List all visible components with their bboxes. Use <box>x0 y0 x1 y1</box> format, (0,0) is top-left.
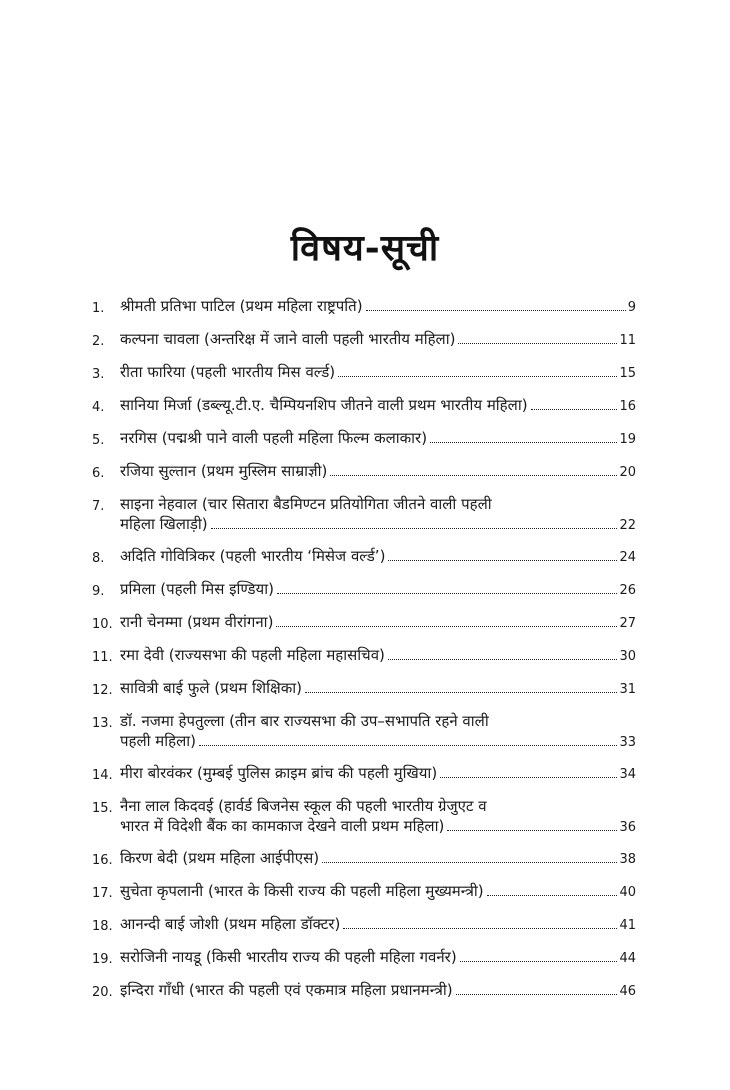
toc-entry-line <box>120 395 636 417</box>
toc-entry-number: 3. <box>92 367 105 382</box>
toc-entry-page-number: 22 <box>619 518 636 533</box>
toc-entry-line <box>120 546 636 568</box>
toc-entry-body <box>120 796 636 838</box>
dot-leader <box>388 559 617 561</box>
toc-entry-body <box>120 546 636 568</box>
toc-entry-line <box>120 296 636 318</box>
toc-entry-title-line: श्रीमती प्रतिभा पाटिल (प्रथम महिला राष्ट्रपति) <box>120 297 363 315</box>
toc-entry-number: 20. <box>92 985 113 1000</box>
toc-entry-title-line: नरगिस (पद्मश्री पाने वाली पहली महिला फिल्म कलाकार) <box>120 429 428 447</box>
toc-entry-title-line: साइना नेहवाल (चार सितारा बैडमिण्टन प्रतियोगिता जीतने वाली पहली <box>120 495 492 513</box>
page-title: विषय-सूची <box>290 227 440 269</box>
toc-entry-page-number: 11 <box>619 333 636 348</box>
toc-entry-page-number: 41 <box>619 918 636 933</box>
toc-entry <box>92 546 636 569</box>
toc-entry-body <box>120 329 636 351</box>
toc-entry-number: 11. <box>92 650 113 665</box>
dot-leader <box>430 441 617 443</box>
toc-entry-title-line: पहली महिला) <box>120 732 197 750</box>
dot-leader <box>487 894 618 896</box>
dot-leader <box>276 625 617 627</box>
toc-entry <box>92 461 636 484</box>
dot-leader <box>531 408 618 410</box>
toc-entry-number: 13. <box>92 716 113 731</box>
toc-entry-number: 5. <box>92 433 105 448</box>
toc-entry-line <box>120 947 636 969</box>
toc-entry-number: 14. <box>92 768 113 783</box>
toc-entry-body <box>120 296 636 318</box>
toc-entry-title-line: कल्पना चावला (अन्तरिक्ष में जाने वाली पहली भारतीय महिला) <box>120 330 456 348</box>
toc-entry-page-number: 9 <box>627 300 636 315</box>
toc-entry <box>92 612 636 635</box>
toc-entry-body <box>120 612 636 634</box>
toc-entry-number: 7. <box>92 499 105 514</box>
toc-entry-line <box>120 612 636 634</box>
dot-leader <box>211 527 618 529</box>
toc-entry <box>92 579 636 602</box>
toc-entry-number: 9. <box>92 584 105 599</box>
toc-entry-title-line: भारत में विदेशी बैंक का कामकाज देखने वाली प्रथम महिला) <box>120 817 445 835</box>
toc-entry-line <box>120 461 636 483</box>
toc-entry <box>92 914 636 937</box>
toc-entry-line <box>120 678 636 700</box>
toc-entry-body <box>120 461 636 483</box>
toc-entry <box>92 494 636 536</box>
toc-entry <box>92 763 636 786</box>
toc-entry-title-line: रमा देवी (राज्यसभा की पहली महिला महासचिव) <box>120 646 385 664</box>
toc-entry-title-line: सरोजिनी नायडू (किसी भारतीय राज्य की पहली महिला गवर्नर) <box>120 948 457 966</box>
toc-entry-page-number: 24 <box>619 550 636 565</box>
toc-entry-page-number: 16 <box>619 399 636 414</box>
toc-entry <box>92 980 636 1003</box>
toc-entry <box>92 947 636 970</box>
table-of-contents <box>92 296 636 1013</box>
toc-entry-number: 15. <box>92 801 113 816</box>
dot-leader <box>440 776 617 778</box>
toc-entry-page-number: 34 <box>619 767 636 782</box>
toc-entry-line <box>120 362 636 384</box>
toc-entry-body <box>120 881 636 903</box>
toc-entry-page-number: 33 <box>619 735 636 750</box>
toc-entry-page-number: 26 <box>619 583 636 598</box>
toc-entry <box>92 428 636 451</box>
toc-entry-number: 18. <box>92 919 113 934</box>
toc-entry-body <box>120 848 636 870</box>
dot-leader <box>330 474 617 476</box>
toc-entry <box>92 645 636 668</box>
toc-entry-title-line: महिला खिलाड़ी) <box>120 515 208 533</box>
toc-entry-title-line: रीता फारिया (पहली भारतीय मिस वर्ल्ड) <box>120 363 336 381</box>
toc-entry-number: 6. <box>92 466 105 481</box>
toc-entry-page-number: 27 <box>619 616 636 631</box>
toc-entry-line <box>120 980 636 1002</box>
toc-entry-page-number: 40 <box>619 885 636 900</box>
toc-entry-page-number: 46 <box>619 984 636 999</box>
toc-entry-line <box>120 914 636 936</box>
toc-entry-title-line: अदिति गोवित्रिकर (पहली भारतीय ‘मिसेज वर्ल्ड’) <box>120 547 386 565</box>
toc-entry-title-line: नैना लाल किदवई (हार्वर्ड बिजनेस स्कूल की पहली भारतीय ग्रेजुएट व <box>120 797 487 815</box>
toc-entry-page-number: 19 <box>619 432 636 447</box>
toc-entry-number: 17. <box>92 886 113 901</box>
toc-entry <box>92 395 636 418</box>
toc-entry-number: 16. <box>92 853 113 868</box>
toc-entry-page-number: 31 <box>619 682 636 697</box>
toc-entry <box>92 296 636 319</box>
toc-entry-body <box>120 980 636 1002</box>
toc-entry-body <box>120 763 636 785</box>
toc-entry-page-number: 38 <box>619 852 636 867</box>
toc-entry-line <box>120 428 636 450</box>
toc-entry <box>92 796 636 838</box>
dot-leader <box>338 375 617 377</box>
toc-entry-line <box>120 881 636 903</box>
toc-entry-body <box>120 395 636 417</box>
toc-entry-line <box>120 514 636 536</box>
dot-leader <box>343 927 617 929</box>
toc-entry-title-line: रानी चेनम्मा (प्रथम वीरांगना) <box>120 613 274 631</box>
toc-entry-line <box>120 645 636 667</box>
toc-entry <box>92 848 636 871</box>
toc-entry <box>92 678 636 701</box>
toc-entry-page-number: 44 <box>619 951 636 966</box>
dot-leader <box>388 658 618 660</box>
toc-entry-line <box>120 848 636 870</box>
toc-entry-title-line: इन्दिरा गाँधी (भारत की पहली एवं एकमात्र महिला प्रधानमन्त्री) <box>120 981 453 999</box>
toc-entry-page-number: 15 <box>619 366 636 381</box>
toc-entry-body <box>120 711 636 753</box>
toc-entry-title-line: मीरा बोरवंकर (मुम्बई पुलिस क्राइम ब्रांच की पहली मुखिया) <box>120 764 438 782</box>
dot-leader <box>322 861 617 863</box>
toc-entry <box>92 362 636 385</box>
toc-entry-title-line: प्रमिला (पहली मिस इण्डिया) <box>120 580 274 598</box>
dot-leader <box>277 592 617 594</box>
toc-entry-number: 8. <box>92 551 105 566</box>
toc-entry-page-number: 36 <box>619 820 636 835</box>
toc-entry-body <box>120 494 636 536</box>
toc-entry-body <box>120 579 636 601</box>
dot-leader <box>447 829 617 831</box>
toc-entry-body <box>120 914 636 936</box>
toc-entry-body <box>120 947 636 969</box>
dot-leader <box>456 993 618 995</box>
toc-entry-title-line: सुचेता कृपलानी (भारत के किसी राज्य की पहली महिला मुख्यमन्त्री) <box>120 882 484 900</box>
toc-entry-number: 10. <box>92 617 113 632</box>
toc-entry <box>92 329 636 352</box>
toc-entry-title-line: रजिया सुल्तान (प्रथम मुस्लिम साम्राज्ञी) <box>120 462 328 480</box>
toc-entry-body <box>120 362 636 384</box>
toc-entry-title-line: किरण बेदी (प्रथम महिला आईपीएस) <box>120 849 320 867</box>
toc-entry <box>92 881 636 904</box>
toc-entry-number: 2. <box>92 334 105 349</box>
toc-entry-page-number: 20 <box>619 465 636 480</box>
dot-leader <box>199 744 617 746</box>
toc-entry-number: 4. <box>92 400 105 415</box>
toc-entry-body <box>120 645 636 667</box>
toc-entry-body <box>120 678 636 700</box>
toc-entry-line <box>120 763 636 785</box>
toc-entry-line <box>120 731 636 753</box>
toc-entry-number: 19. <box>92 952 113 967</box>
toc-entry-title-line: आनन्दी बाई जोशी (प्रथम महिला डॉक्टर) <box>120 915 341 933</box>
toc-entry <box>92 711 636 753</box>
toc-entry-line <box>120 816 636 838</box>
toc-entry-number: 12. <box>92 683 113 698</box>
dot-leader <box>458 342 617 344</box>
dot-leader <box>305 691 617 693</box>
dot-leader <box>366 309 626 311</box>
toc-entry-title-line: सानिया मिर्जा (डब्ल्यू.टी.ए. चैम्पियनशिप जीतने वाली प्रथम भारतीय महिला) <box>120 396 528 414</box>
toc-entry-number: 1. <box>92 301 105 316</box>
toc-entry-title-line: डॉ. नजमा हेपतुल्ला (तीन बार राज्यसभा की उप–सभापति रहने वाली <box>120 712 489 730</box>
toc-entry-body <box>120 428 636 450</box>
toc-entry-title-line: सावित्री बाई फुले (प्रथम शिक्षिका) <box>120 679 302 697</box>
toc-entry-page-number: 30 <box>619 649 636 664</box>
toc-entry-line <box>120 579 636 601</box>
dot-leader <box>460 960 618 962</box>
toc-entry-line <box>120 329 636 351</box>
